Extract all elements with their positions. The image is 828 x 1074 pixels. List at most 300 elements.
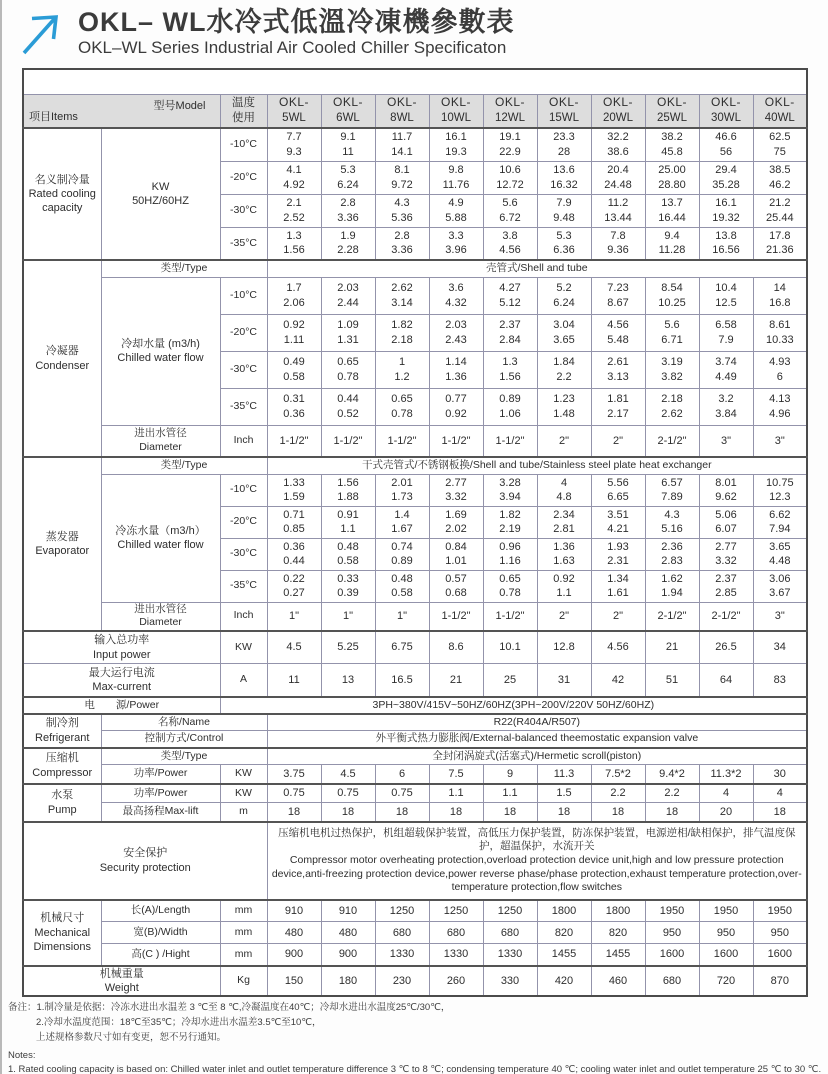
spec-value-cell: 1.62 1.94 — [645, 570, 699, 602]
spec-value-cell: 1.09 1.31 — [321, 314, 375, 351]
spec-value-cell: 2.36 2.83 — [645, 538, 699, 570]
spec-value-cell: 0.22 0.27 — [267, 570, 321, 602]
arrow-up-right-icon — [20, 9, 68, 63]
unit-cell: mm — [220, 944, 267, 966]
spec-value-cell: 180 — [321, 966, 375, 997]
spec-value-cell: 11.2 13.44 — [591, 194, 645, 227]
spec-value-cell: 2-1/2" — [699, 602, 753, 631]
unit-cell: Kg — [220, 966, 267, 997]
spec-value-cell: 1330 — [429, 944, 483, 966]
spec-value-cell: 2-1/2" — [645, 425, 699, 457]
power-supply-value: 3PH~380V/415V~50HZ/60HZ(3PH~200V/220V 50HZ/60HZ) — [220, 697, 807, 714]
spec-value-cell: 1950 — [753, 900, 807, 922]
note-zh-2: 2.冷却水温度范围：18℃至35℃；冷却水进出水温差3.5℃至10℃， — [36, 1017, 322, 1029]
spec-value-cell: 4.5 — [267, 631, 321, 664]
model-header: OKL- 15WL — [537, 94, 591, 128]
spec-value-cell: 4 — [753, 784, 807, 803]
spec-value-cell: 0.77 0.92 — [429, 388, 483, 425]
compressor-category-label: 压缩机 Compressor — [23, 748, 101, 784]
temp-cell: -30°C — [220, 194, 267, 227]
spec-value-cell: 4.13 4.96 — [753, 388, 807, 425]
spec-value-cell: 18 — [429, 803, 483, 822]
spec-value-cell: 4 4.8 — [537, 474, 591, 506]
spec-value-cell: 21 — [645, 631, 699, 664]
spec-value-cell: 680 — [483, 922, 537, 944]
pump-category-label: 水泵 Pump — [23, 784, 101, 822]
spec-value-cell: 2.8 3.36 — [321, 194, 375, 227]
note-en-1: 1. Rated cooling capacity is based on: Chilled water inlet and outlet temperature difference 3 ℃ to 8 ℃; condensing temperature 40 ℃; cooling water inlet and outlet temperature 25 ℃ to 30 ℃. — [8, 1064, 822, 1074]
spec-value-cell: 83 — [753, 664, 807, 697]
spec-value-cell: 2.2 — [645, 784, 699, 803]
dimension-row-label: 高(C ) /Hight — [101, 944, 220, 966]
pump-row-label: 最高扬程Max-lift — [101, 803, 220, 822]
spec-value-cell: 1" — [375, 602, 429, 631]
spec-value-cell: 38.2 45.8 — [645, 128, 699, 161]
spec-value-cell: 51 — [645, 664, 699, 697]
temp-cell: -35°C — [220, 388, 267, 425]
spec-value-cell: 34 — [753, 631, 807, 664]
spec-value-cell: 1600 — [753, 944, 807, 966]
spec-value-cell: 2.34 2.81 — [537, 506, 591, 538]
spec-value-cell: 950 — [699, 922, 753, 944]
table-title: OKL-WL水冷式低温冷冻机参数表 — [23, 69, 807, 94]
note-en-title: Notes: — [8, 1049, 36, 1061]
spec-value-cell: 900 — [321, 944, 375, 966]
spec-value-cell: 6.62 7.94 — [753, 506, 807, 538]
spec-value-cell: 5.06 6.07 — [699, 506, 753, 538]
unit-cell: Inch — [220, 425, 267, 457]
spec-value-cell: 9.8 11.76 — [429, 161, 483, 194]
spec-value-cell: 16.1 19.3 — [429, 128, 483, 161]
spec-value-cell: 6 — [375, 765, 429, 784]
model-header: OKL- 5WL — [267, 94, 321, 128]
spec-value-cell: 1-1/2" — [429, 602, 483, 631]
spec-value-cell: 2" — [537, 425, 591, 457]
temp-cell: -30°C — [220, 351, 267, 388]
refrigerant-row-label: 控制方式/Control — [101, 731, 267, 748]
evaporator-type-value: 干式壳管式/不锈钢板换/Shell and tube/Stainless steel plate heat exchanger — [267, 457, 807, 474]
spec-value-cell: 18 — [591, 803, 645, 822]
spec-value-cell: 1.23 1.48 — [537, 388, 591, 425]
note-zh-1: 备注：1.制冷量是依据：冷冻水进出水温差 3 ℃至 8 ℃,冷凝温度在40℃；冷却水进出水温度25℃/30℃， — [8, 1002, 451, 1014]
spec-value-cell: 7.9 9.48 — [537, 194, 591, 227]
spec-value-cell: 11.3*2 — [699, 765, 753, 784]
model-header: OKL- 20WL — [591, 94, 645, 128]
spec-value-cell: 2.61 3.13 — [591, 351, 645, 388]
model-header: OKL- 25WL — [645, 94, 699, 128]
spec-value-cell: 3.74 4.49 — [699, 351, 753, 388]
spec-value-cell: 8.01 9.62 — [699, 474, 753, 506]
spec-value-cell: 680 — [645, 966, 699, 997]
spec-value-cell: 3.75 — [267, 765, 321, 784]
spec-value-cell: 1.84 2.2 — [537, 351, 591, 388]
temp-cell: -10°C — [220, 277, 267, 314]
scan-edge — [0, 0, 2, 1074]
temp-cell: -35°C — [220, 570, 267, 602]
spec-value-cell: 3.6 4.32 — [429, 277, 483, 314]
spec-value-cell: 18 — [753, 803, 807, 822]
spec-value-cell: 2.62 3.14 — [375, 277, 429, 314]
spec-value-cell: 1950 — [645, 900, 699, 922]
spec-value-cell: 25.00 28.80 — [645, 161, 699, 194]
spec-value-cell: 0.36 0.44 — [267, 538, 321, 570]
power-supply-label: 电 源/Power — [23, 697, 220, 714]
spec-value-cell: 950 — [645, 922, 699, 944]
spec-value-cell: 0.65 0.78 — [483, 570, 537, 602]
spec-value-cell: 7.23 8.67 — [591, 277, 645, 314]
spec-value-cell: 29.4 35.28 — [699, 161, 753, 194]
spec-value-cell: 1.82 2.19 — [483, 506, 537, 538]
spec-value-cell: 3.2 3.84 — [699, 388, 753, 425]
spec-value-cell: 3" — [699, 425, 753, 457]
spec-value-cell: 1" — [321, 602, 375, 631]
spec-value-cell: 1" — [267, 602, 321, 631]
spec-value-cell: 5.3 6.24 — [321, 161, 375, 194]
spec-value-cell: 17.8 21.36 — [753, 227, 807, 260]
spec-value-cell: 1.1 — [429, 784, 483, 803]
spec-value-cell: 2.2 — [591, 784, 645, 803]
spec-value-cell: 64 — [699, 664, 753, 697]
spec-value-cell: 0.89 1.06 — [483, 388, 537, 425]
spec-value-cell: 950 — [753, 922, 807, 944]
spec-value-cell: 12.8 — [537, 631, 591, 664]
spec-value-cell: 1.3 1.56 — [483, 351, 537, 388]
spec-value-cell: 0.65 0.78 — [321, 351, 375, 388]
spec-value-cell: 1950 — [699, 900, 753, 922]
spec-value-cell: 1.3 1.56 — [267, 227, 321, 260]
spec-value-cell: 3.06 3.67 — [753, 570, 807, 602]
spec-table — [22, 68, 808, 997]
spec-value-cell: 8.61 10.33 — [753, 314, 807, 351]
spec-value-cell: 1600 — [645, 944, 699, 966]
model-label: 型号Model — [153, 99, 206, 112]
spec-value-cell: 9 — [483, 765, 537, 784]
spec-value-cell: 4.3 5.36 — [375, 194, 429, 227]
spec-value-cell: 3.65 4.48 — [753, 538, 807, 570]
spec-value-cell: 1250 — [483, 900, 537, 922]
spec-value-cell: 820 — [591, 922, 645, 944]
spec-value-cell: 480 — [267, 922, 321, 944]
spec-value-cell: 3.04 3.65 — [537, 314, 591, 351]
spec-value-cell: 1.14 1.36 — [429, 351, 483, 388]
compressor-type-value: 全封闭涡旋式(活塞式)/Hermetic scroll(piston) — [267, 748, 807, 765]
spec-value-cell: 680 — [429, 922, 483, 944]
spec-value-cell: 3.19 3.82 — [645, 351, 699, 388]
spec-value-cell: 6.57 7.89 — [645, 474, 699, 506]
spec-value-cell: 1.5 — [537, 784, 591, 803]
spec-value-cell: 910 — [267, 900, 321, 922]
temp-cell: -20°C — [220, 314, 267, 351]
spec-value-cell: 5.6 6.71 — [645, 314, 699, 351]
spec-value-cell: 3" — [753, 602, 807, 631]
evaporator-type-label: 类型/Type — [101, 457, 267, 474]
spec-value-cell: 0.65 0.78 — [375, 388, 429, 425]
spec-value-cell: 2.03 2.44 — [321, 277, 375, 314]
spec-value-cell: 7.7 9.3 — [267, 128, 321, 161]
temp-cell: -35°C — [220, 227, 267, 260]
spec-value-cell: 2.37 2.85 — [699, 570, 753, 602]
spec-value-cell: 38.5 46.2 — [753, 161, 807, 194]
spec-value-cell: 11.3 — [537, 765, 591, 784]
spec-value-cell: 1.81 2.17 — [591, 388, 645, 425]
spec-value-cell: 0.57 0.68 — [429, 570, 483, 602]
spec-value-cell: 0.75 — [375, 784, 429, 803]
spec-value-cell: 1250 — [375, 900, 429, 922]
spec-value-cell: 16.5 — [375, 664, 429, 697]
spec-value-cell: 2.1 2.52 — [267, 194, 321, 227]
spec-value-cell: 1 1.2 — [375, 351, 429, 388]
condenser-type-label: 类型/Type — [101, 260, 267, 277]
refrigerant-row-value: 外平衡式热力膨胀阀/External-balanced theemostatic expansion valve — [267, 731, 807, 748]
model-header: OKL- 12WL — [483, 94, 537, 128]
spec-value-cell: 5.3 6.36 — [537, 227, 591, 260]
model-header: OKL- 40WL — [753, 94, 807, 128]
spec-value-cell: 1-1/2" — [321, 425, 375, 457]
spec-value-cell: 16.1 19.32 — [699, 194, 753, 227]
unit-cell: m — [220, 803, 267, 822]
dimension-row-label: 长(A)/Length — [101, 900, 220, 922]
spec-value-cell: 3.8 4.56 — [483, 227, 537, 260]
spec-value-cell: 9.1 11 — [321, 128, 375, 161]
temp-cell: -30°C — [220, 538, 267, 570]
spec-value-cell: 1-1/2" — [483, 425, 537, 457]
unit-cell: KW — [220, 631, 267, 664]
spec-value-cell: 5.6 6.72 — [483, 194, 537, 227]
spec-value-cell: 1455 — [591, 944, 645, 966]
spec-value-cell: 4.1 4.92 — [267, 161, 321, 194]
spec-value-cell: 62.5 75 — [753, 128, 807, 161]
spec-value-cell: 330 — [483, 966, 537, 997]
spec-value-cell: 1.36 1.63 — [537, 538, 591, 570]
spec-value-cell: 13 — [321, 664, 375, 697]
condenser-diameter-label: 进出水管径 Diameter — [101, 425, 220, 457]
spec-value-cell: 1.1 — [483, 784, 537, 803]
spec-value-cell: 1455 — [537, 944, 591, 966]
spec-value-cell: 1.4 1.67 — [375, 506, 429, 538]
spec-value-cell: 5.56 6.65 — [591, 474, 645, 506]
spec-value-cell: 19.1 22.9 — [483, 128, 537, 161]
spec-value-cell: 0.74 0.89 — [375, 538, 429, 570]
spec-value-cell: 3.51 4.21 — [591, 506, 645, 538]
spec-value-cell: 0.48 0.58 — [321, 538, 375, 570]
spec-value-cell: 2.8 3.36 — [375, 227, 429, 260]
items-label: 项目Items — [29, 110, 78, 123]
refrigerant-row-value: R22(R404A/R507) — [267, 714, 807, 731]
spec-value-cell: 2.18 2.62 — [645, 388, 699, 425]
spec-value-cell: 720 — [699, 966, 753, 997]
spec-value-cell: 0.91 1.1 — [321, 506, 375, 538]
spec-value-cell: 420 — [537, 966, 591, 997]
spec-value-cell: 32.2 38.6 — [591, 128, 645, 161]
spec-value-cell: 1330 — [375, 944, 429, 966]
evaporator-category-label: 蒸发器 Evaporator — [23, 457, 101, 631]
evaporator-flow-label: 冷冻水量（m3/h） Chilled water flow — [101, 474, 220, 602]
spec-value-cell: 4.93 6 — [753, 351, 807, 388]
spec-value-cell: 1-1/2" — [429, 425, 483, 457]
footnotes — [8, 1001, 828, 1074]
max-current-label: 最大运行电流 Max-current — [23, 664, 220, 697]
spec-value-cell: 0.96 1.16 — [483, 538, 537, 570]
spec-value-cell: 5.2 6.24 — [537, 277, 591, 314]
spec-value-cell: 20 — [699, 803, 753, 822]
spec-value-cell: 21.2 25.44 — [753, 194, 807, 227]
spec-value-cell: 150 — [267, 966, 321, 997]
spec-value-cell: 1600 — [699, 944, 753, 966]
spec-value-cell: 1.82 2.18 — [375, 314, 429, 351]
spec-value-cell: 23.3 28 — [537, 128, 591, 161]
spec-value-cell: 20.4 24.48 — [591, 161, 645, 194]
spec-value-cell: 1.7 2.06 — [267, 277, 321, 314]
spec-value-cell: 1.93 2.31 — [591, 538, 645, 570]
model-header: OKL- 6WL — [321, 94, 375, 128]
spec-value-cell: 4.56 5.48 — [591, 314, 645, 351]
spec-value-cell: 13.8 16.56 — [699, 227, 753, 260]
security-text — [267, 822, 807, 900]
spec-value-cell: 4.9 5.88 — [429, 194, 483, 227]
spec-value-cell: 0.33 0.39 — [321, 570, 375, 602]
spec-value-cell: 30 — [753, 765, 807, 784]
refrigerant-category-label: 制冷剂 Refrigerant — [23, 714, 101, 748]
temp-cell: -10°C — [220, 474, 267, 506]
spec-value-cell: 7.5 — [429, 765, 483, 784]
spec-value-cell: 2.01 1.73 — [375, 474, 429, 506]
security-text-en: Compressor motor overheating protection,overload protection device unit,high and low pressure protection device,anti-freezing protection device,power reverse phase/phase protection,exhaust temperature protection,over-temperature protection,flow switches — [271, 853, 802, 894]
spec-value-cell: 18 — [267, 803, 321, 822]
spec-value-cell: 0.71 0.85 — [267, 506, 321, 538]
spec-value-cell: 25 — [483, 664, 537, 697]
spec-value-cell: 2-1/2" — [645, 602, 699, 631]
spec-value-cell: 26.5 — [699, 631, 753, 664]
spec-value-cell: 1.56 1.88 — [321, 474, 375, 506]
spec-value-cell: 6.58 7.9 — [699, 314, 753, 351]
weight-label: 机械重量 Weight — [23, 966, 220, 997]
spec-value-cell: 1250 — [429, 900, 483, 922]
spec-value-cell: 680 — [375, 922, 429, 944]
spec-value-cell: 0.31 0.36 — [267, 388, 321, 425]
temp-cell: -20°C — [220, 161, 267, 194]
spec-value-cell: 1330 — [483, 944, 537, 966]
spec-value-cell: 11 — [267, 664, 321, 697]
spec-value-cell: 31 — [537, 664, 591, 697]
spec-value-cell: 4.3 5.16 — [645, 506, 699, 538]
spec-value-cell: 10.6 12.72 — [483, 161, 537, 194]
unit-cell: KW — [220, 765, 267, 784]
spec-value-cell: 2.77 3.32 — [699, 538, 753, 570]
rated-category-label: 名义制冷量 Rated cooling capacity — [23, 128, 101, 260]
unit-cell: Inch — [220, 602, 267, 631]
spec-value-cell: 0.75 — [321, 784, 375, 803]
dimension-row-label: 宽(B)/Width — [101, 922, 220, 944]
spec-value-cell: 18 — [645, 803, 699, 822]
spec-value-cell: 13.6 16.32 — [537, 161, 591, 194]
model-header: OKL- 10WL — [429, 94, 483, 128]
temp-cell: -10°C — [220, 128, 267, 161]
spec-value-cell: 2.37 2.84 — [483, 314, 537, 351]
spec-value-cell: 46.6 56 — [699, 128, 753, 161]
condenser-type-value: 壳管式/Shell and tube — [267, 260, 807, 277]
spec-value-cell: 460 — [591, 966, 645, 997]
spec-value-cell: 0.75 — [267, 784, 321, 803]
spec-value-cell: 8.54 10.25 — [645, 277, 699, 314]
spec-value-cell: 480 — [321, 922, 375, 944]
dimensions-category-label: 机械尺寸 Mechanical Dimensions — [23, 900, 101, 966]
spec-value-cell: 2.77 3.32 — [429, 474, 483, 506]
spec-value-cell: 10.75 12.3 — [753, 474, 807, 506]
corner-header-cell — [23, 94, 220, 128]
spec-value-cell: 3.3 3.96 — [429, 227, 483, 260]
spec-value-cell: 13.7 16.44 — [645, 194, 699, 227]
spec-value-cell: 10.1 — [483, 631, 537, 664]
spec-value-cell: 1800 — [537, 900, 591, 922]
page-title: OKL– WL水冷式低溫冷凍機參數表 — [78, 7, 515, 37]
page-subtitle: OKL–WL Series Industrial Air Cooled Chiller Specificaton — [78, 38, 507, 58]
spec-value-cell: 1800 — [591, 900, 645, 922]
spec-value-cell: 0.49 0.58 — [267, 351, 321, 388]
spec-value-cell: 3.28 3.94 — [483, 474, 537, 506]
spec-value-cell: 42 — [591, 664, 645, 697]
spec-value-cell: 2" — [591, 425, 645, 457]
spec-value-cell: 1-1/2" — [375, 425, 429, 457]
spec-value-cell: 1.9 2.28 — [321, 227, 375, 260]
model-header: OKL- 30WL — [699, 94, 753, 128]
spec-value-cell: 8.6 — [429, 631, 483, 664]
spec-value-cell: 820 — [537, 922, 591, 944]
spec-value-cell: 6.75 — [375, 631, 429, 664]
spec-value-cell: 21 — [429, 664, 483, 697]
rated-unit-label: KW 50HZ/60HZ — [101, 128, 220, 260]
spec-value-cell: 14 16.8 — [753, 277, 807, 314]
spec-value-cell: 910 — [321, 900, 375, 922]
spec-value-cell: 18 — [483, 803, 537, 822]
unit-cell: KW — [220, 784, 267, 803]
spec-value-cell: 0.44 0.52 — [321, 388, 375, 425]
unit-cell: mm — [220, 922, 267, 944]
spec-value-cell: 1.34 1.61 — [591, 570, 645, 602]
spec-value-cell: 870 — [753, 966, 807, 997]
spec-value-cell: 7.5*2 — [591, 765, 645, 784]
spec-value-cell: 1-1/2" — [483, 602, 537, 631]
spec-value-cell: 4 — [699, 784, 753, 803]
input-power-label: 输入总功率 Input power — [23, 631, 220, 664]
note-zh-3: 上述规格参数尺寸如有变更，恕不另行通知。 — [36, 1031, 227, 1043]
spec-value-cell: 230 — [375, 966, 429, 997]
spec-value-cell: 18 — [375, 803, 429, 822]
spec-value-cell: 0.48 0.58 — [375, 570, 429, 602]
spec-value-cell: 4.56 — [591, 631, 645, 664]
spec-value-cell: 5.25 — [321, 631, 375, 664]
condenser-category-label: 冷凝器 Condenser — [23, 260, 101, 457]
spec-value-cell: 0.92 1.1 — [537, 570, 591, 602]
spec-value-cell: 0.92 1.11 — [267, 314, 321, 351]
temp-cell: -20°C — [220, 506, 267, 538]
spec-value-cell: 18 — [321, 803, 375, 822]
spec-value-cell: 3" — [753, 425, 807, 457]
spec-value-cell: 260 — [429, 966, 483, 997]
model-header: OKL- 8WL — [375, 94, 429, 128]
spec-value-cell: 10.4 12.5 — [699, 277, 753, 314]
spec-value-cell: 4.27 5.12 — [483, 277, 537, 314]
spec-value-cell: 11.7 14.1 — [375, 128, 429, 161]
spec-value-cell: 900 — [267, 944, 321, 966]
compressor-power-label: 功率/Power — [101, 765, 220, 784]
unit-cell: mm — [220, 900, 267, 922]
spec-value-cell: 9.4*2 — [645, 765, 699, 784]
spec-value-cell: 0.84 1.01 — [429, 538, 483, 570]
spec-value-cell: 2.03 2.43 — [429, 314, 483, 351]
unit-cell: A — [220, 664, 267, 697]
spec-value-cell: 2" — [591, 602, 645, 631]
spec-value-cell: 8.1 9.72 — [375, 161, 429, 194]
